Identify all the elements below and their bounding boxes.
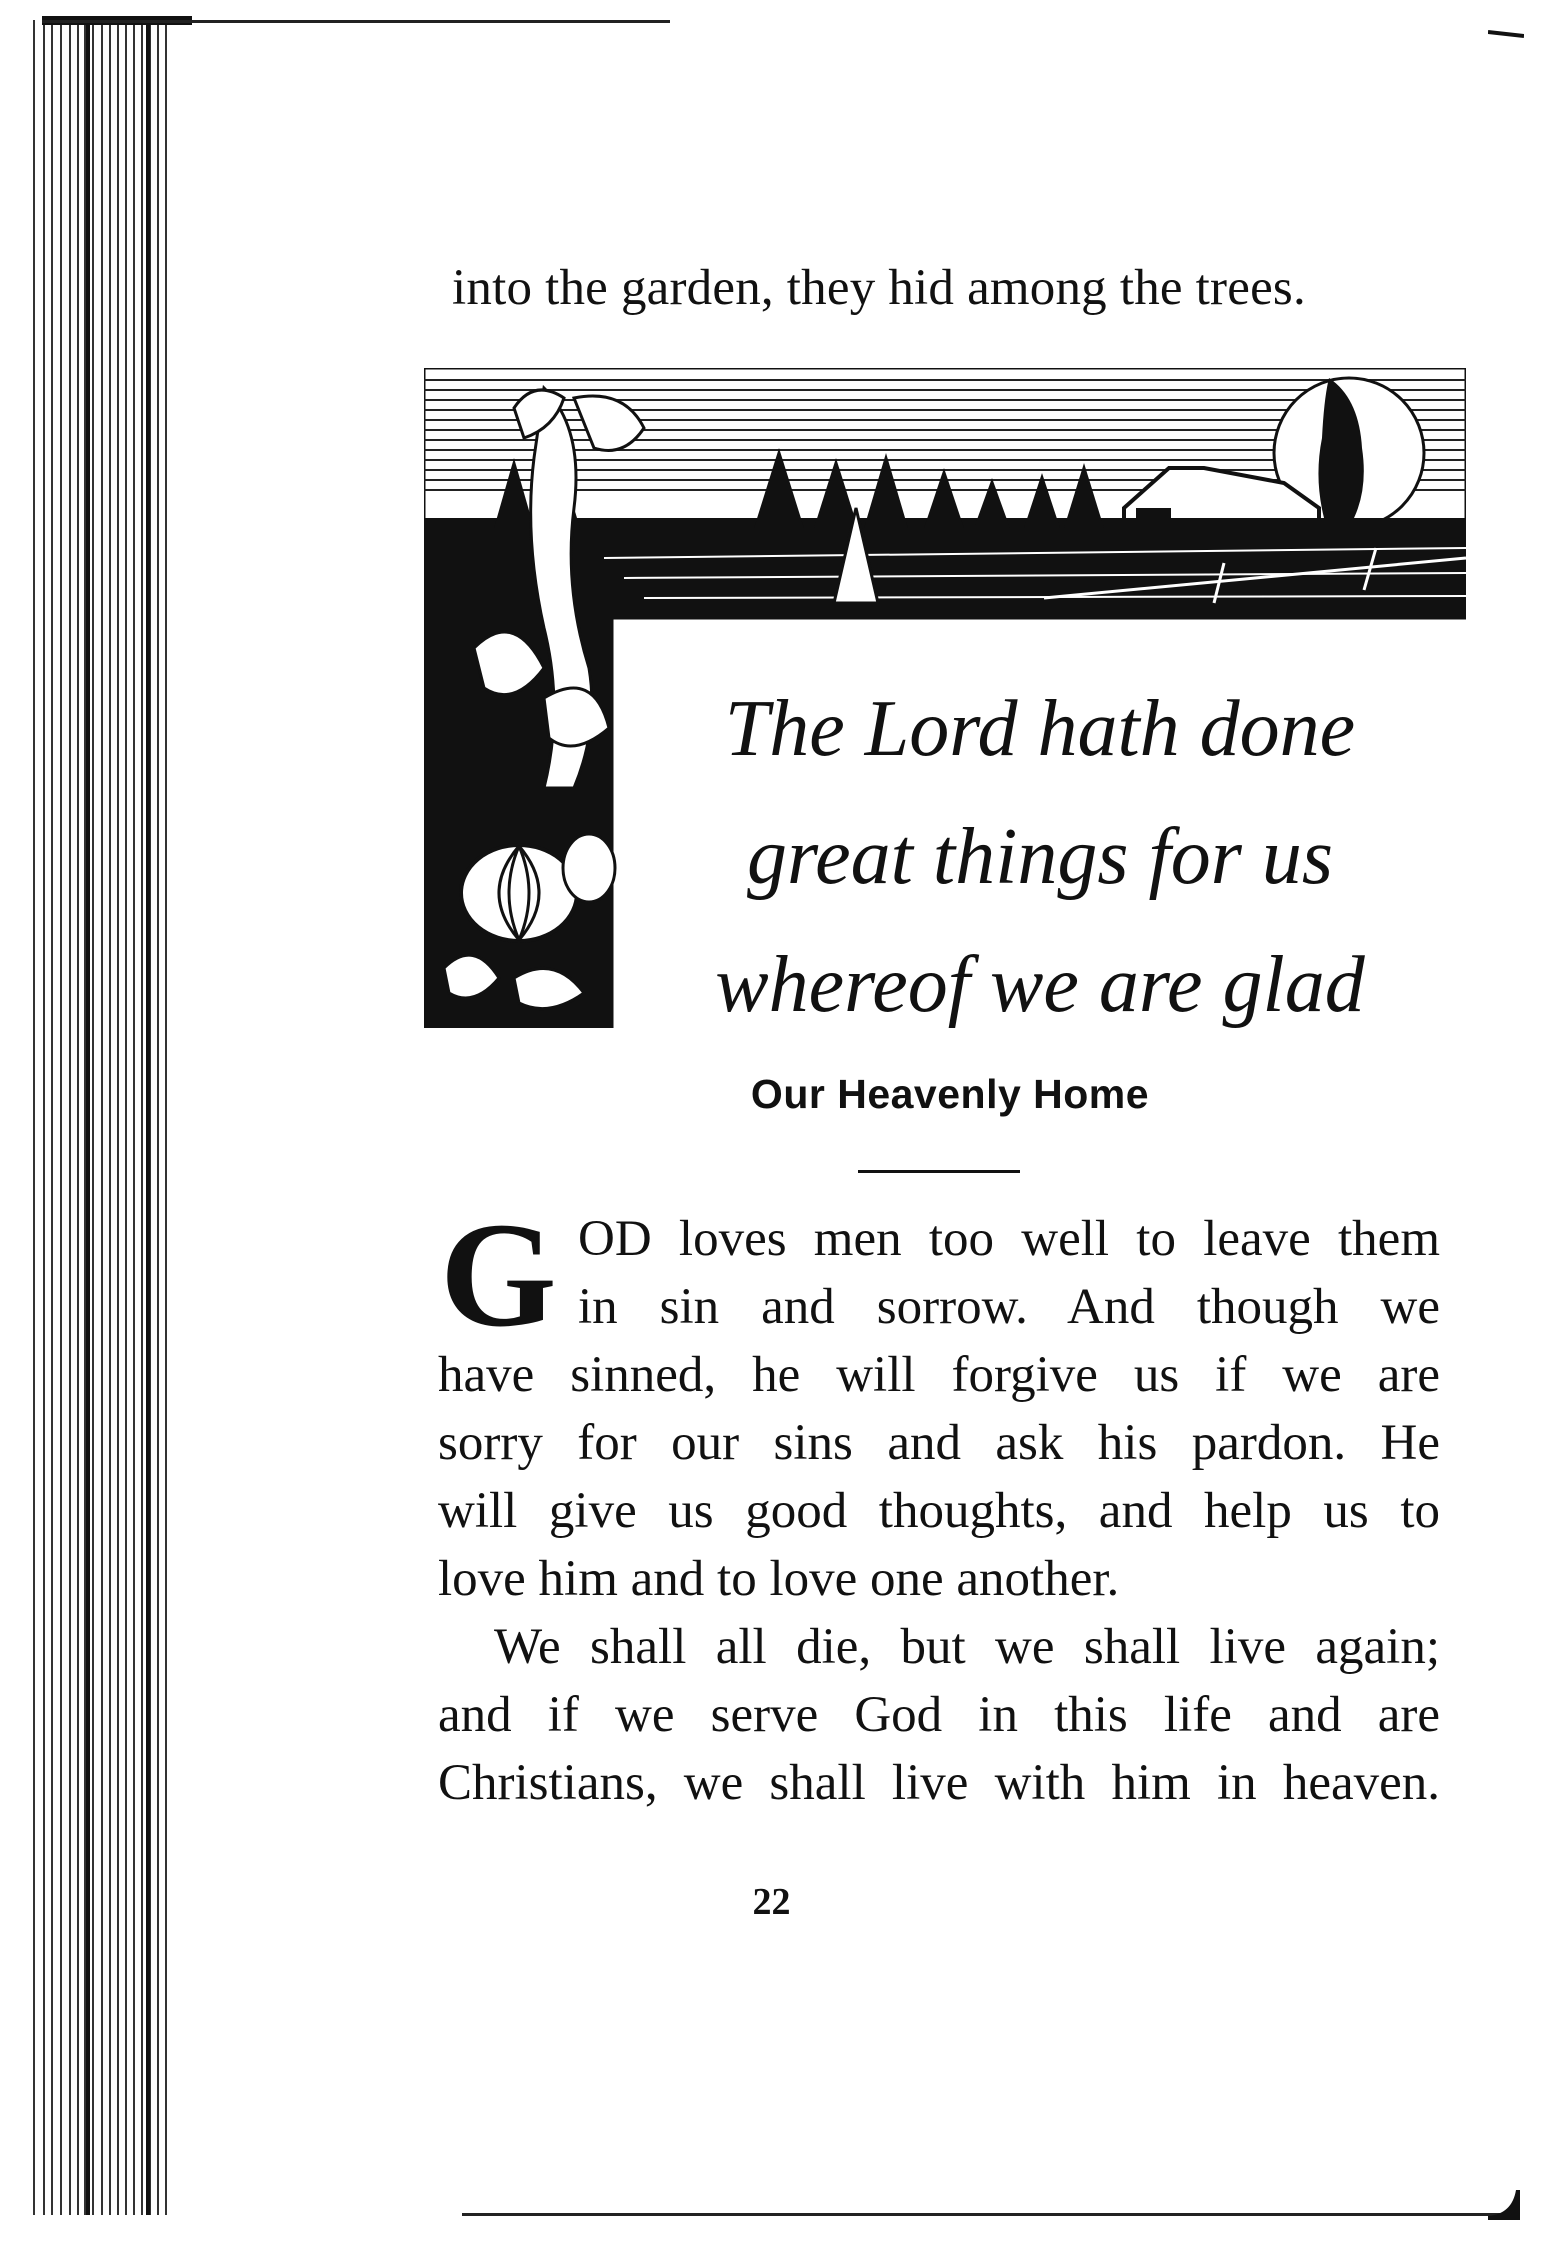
body-text: [438, 1205, 1440, 1817]
verse-line: great things for us: [747, 813, 1333, 901]
paragraph-line: Christians, we shall live with him in heaven.: [438, 1755, 1440, 1811]
heading-divider: [858, 1170, 1020, 1173]
bottom-edge-rule: [462, 2213, 1500, 2216]
drop-cap: G: [440, 1192, 557, 1358]
section-heading: Our Heavenly Home: [750, 1071, 1150, 1117]
paragraph-line: love him and to love one another.: [438, 1551, 1120, 1607]
page-number: 22: [752, 1881, 791, 1923]
paragraph-line: and if we serve God in this life and are: [438, 1687, 1440, 1743]
page-corner-mark: [1488, 30, 1524, 38]
verse-line: whereof we are glad: [715, 941, 1365, 1029]
verse-line: The Lord hath done: [724, 685, 1356, 773]
page-curl-mark: [1488, 2190, 1520, 2220]
continued-text-line: into the garden, they hid among the trees.: [452, 260, 1306, 316]
top-edge-rule: [42, 20, 670, 23]
paragraph-line: We shall all die, but we shall live again;: [494, 1619, 1440, 1675]
paragraph-line: sorry for our sins and ask his pardon. He: [438, 1415, 1440, 1471]
scripture-verse: [640, 665, 1440, 1049]
paragraph-line: OD loves men too well to leave them: [578, 1211, 1440, 1267]
paragraph-line: have sinned, he will forgive us if we are: [438, 1347, 1440, 1403]
paragraph-line: will give us good thoughts, and help us to: [438, 1483, 1440, 1539]
paragraph-line: in sin and sorrow. And though we: [578, 1279, 1440, 1335]
